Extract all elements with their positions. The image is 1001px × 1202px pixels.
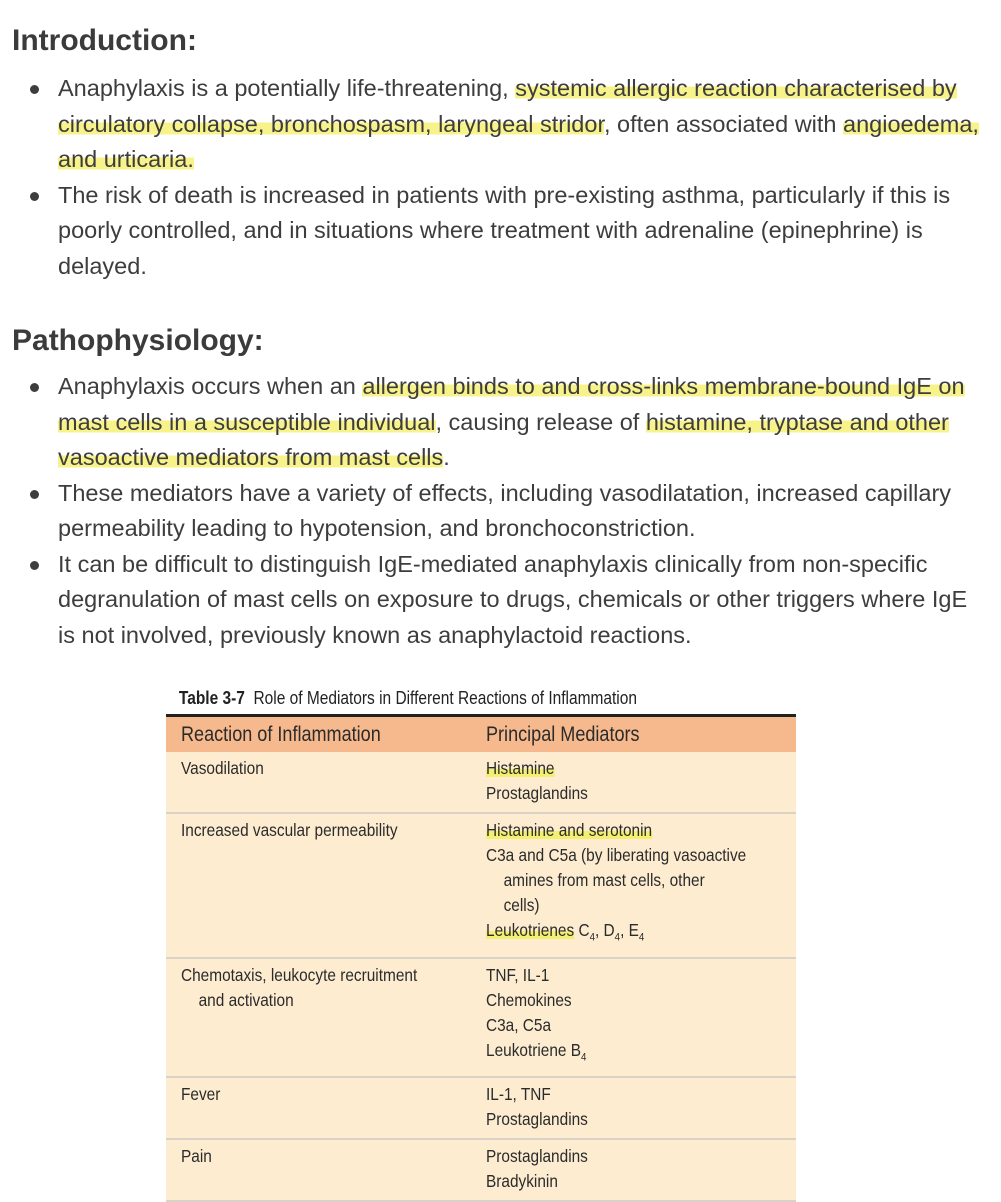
- table-row: Vasodilation Histamine Prostaglandins: [166, 752, 796, 813]
- introduction-list: [58, 71, 988, 284]
- list-item: The risk of death is increased in patients with pre-existing asthma, particularly if this is poorly controlled, and in situations where treatment with adrenaline (epinephrine) is delayed.: [58, 178, 988, 285]
- table-row: Increased vascular permeability Histamine and serotonin C3a and C5a (by liberating vasoactive amines from mast cells, other cells) Leukotrienes $C_4$, $D_4$, $E_4$: [166, 813, 796, 958]
- pathophysiology-list: [58, 369, 988, 653]
- column-header: Principal Mediators: [471, 716, 796, 753]
- column-header: Reaction of Inflammation: [166, 716, 471, 753]
- list-item: Anaphylaxis occurs when an allergen binds to and cross-links membrane-bound IgE on mast cells in a susceptible individual, causing release of histamine, tryptase and other vasoactive mediators from mast cells.: [58, 369, 988, 476]
- table-caption: Table 3-7 Role of Mediators in Different Reactions of Inflammation: [178, 688, 637, 708]
- table-row: Fever IL-1, TNF Prostaglandins: [166, 1077, 796, 1139]
- table-row: Pain Prostaglandins Bradykinin: [166, 1139, 796, 1201]
- mediators-table: [166, 684, 796, 1202]
- pathophysiology-heading: Pathophysiology:: [12, 324, 264, 357]
- list-item: Anaphylaxis is a potentially life-threatening, systemic allergic reaction characterised by circulatory collapse, bronchospasm, laryngeal stridor, often associated with angioedema, and urticaria.: [58, 71, 988, 178]
- table-row: Chemotaxis, leukocyte recruitment and activation TNF, IL-1 Chemokines C3a, C5a Leukotriene $B_4$: [166, 958, 796, 1078]
- table-header-row: [166, 716, 796, 753]
- list-item: It can be difficult to distinguish IgE-mediated anaphylaxis clinically from non-specific degranulation of mast cells on exposure to drugs, chemicals or other triggers where IgE is not involved, previously known as anaphylactoid reactions.: [58, 547, 988, 654]
- list-item: These mediators have a variety of effects, including vasodilatation, increased capillary permeability leading to hypotension, and bronchoconstriction.: [58, 476, 988, 547]
- introduction-heading: Introduction:: [12, 24, 197, 57]
